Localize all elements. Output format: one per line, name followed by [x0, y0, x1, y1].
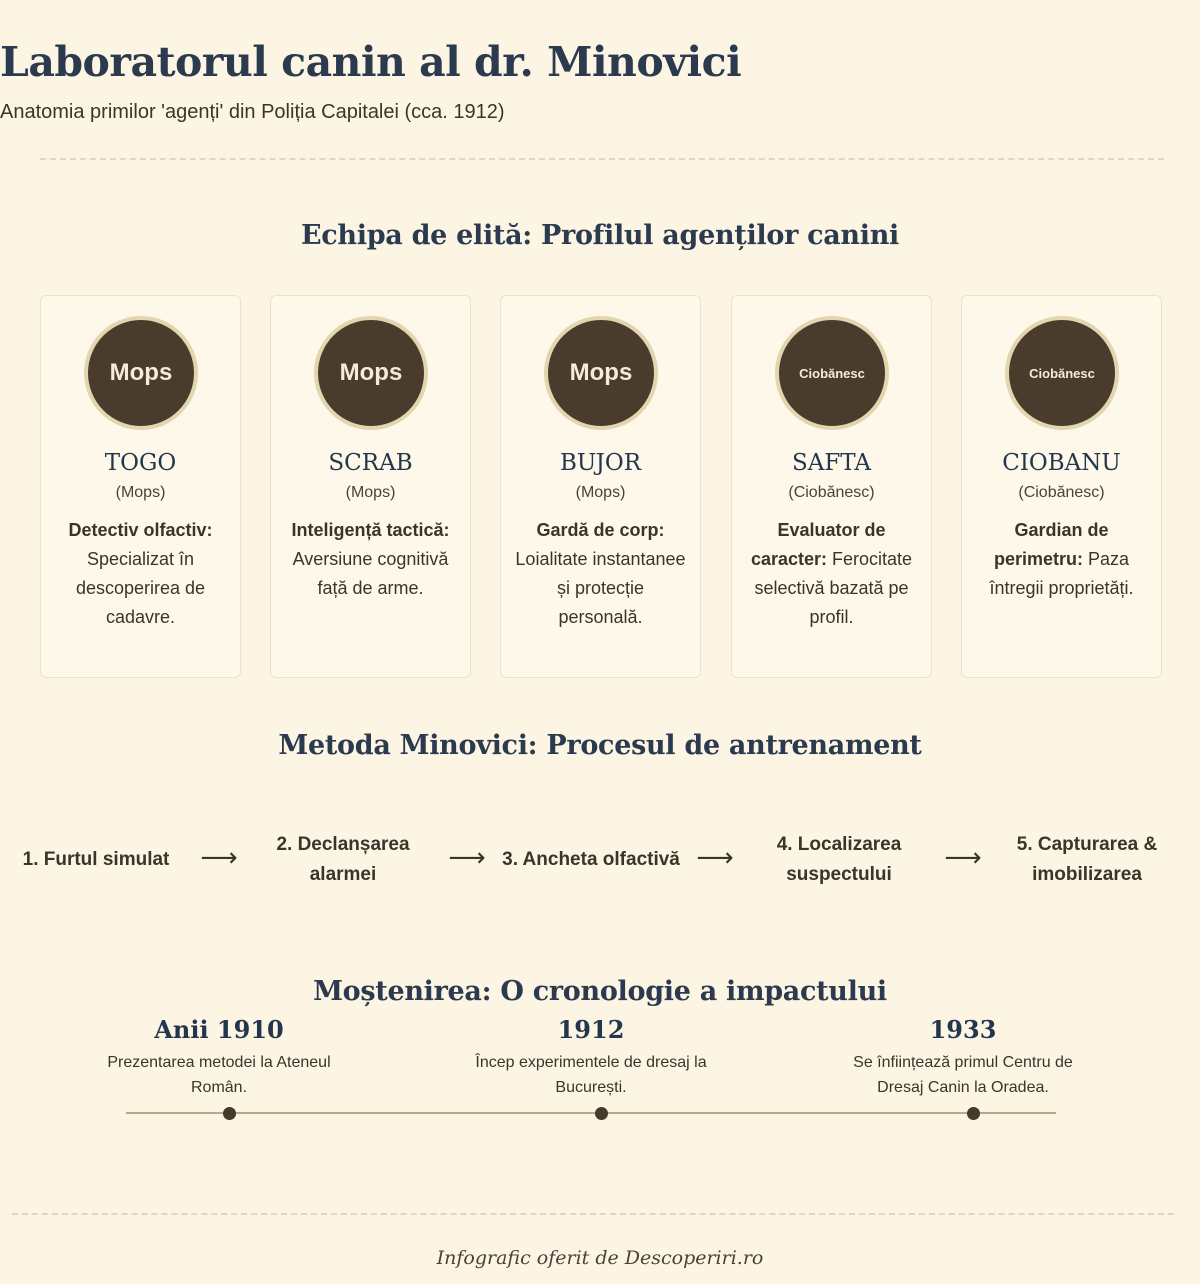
avatar-label: Ciobănesc: [799, 365, 865, 381]
agent-description: [55, 516, 226, 632]
agent-breed: (Ciobănesc): [1018, 484, 1105, 501]
timeline-description: Prezentarea metodei la Ateneul Român.: [107, 1054, 331, 1096]
agent-role-text: Loialitate instantanee și protecție personală.: [515, 549, 686, 627]
agent-name: BUJOR: [559, 450, 642, 476]
agent-role: Evaluator de caracter:: [750, 520, 886, 569]
agent-description: [746, 516, 917, 632]
timeline-event: [461, 1010, 721, 1100]
timeline-description: Se înființează primul Centru de Dresaj Canin la Oradea.: [853, 1054, 1073, 1096]
team-section-heading: Echipa de elită: Profilul agenților canini: [300, 220, 900, 251]
agent-cards: [40, 295, 1164, 678]
agent-role-text: Aversiune cognitivă față de arme.: [292, 549, 449, 598]
timeline-year: 1933: [929, 1015, 997, 1044]
agent-role: Inteligență tactică:: [291, 520, 450, 540]
dog-avatar-icon: [1005, 316, 1119, 430]
dog-avatar-icon: [544, 316, 658, 430]
timeline-event: [89, 1010, 349, 1100]
dog-avatar-icon: [775, 316, 889, 430]
agent-role: Gardă de corp:: [536, 520, 665, 540]
agent-name: CIOBANU: [1002, 450, 1121, 476]
timeline-year: Anii 1910: [154, 1015, 284, 1044]
agent-description: [285, 516, 456, 603]
legacy-timeline: [0, 1010, 1200, 1130]
arrow-right-icon: ⟶: [200, 842, 238, 872]
method-section-heading: Metoda Minovici: Procesul de antrenament: [278, 730, 922, 761]
agent-role-text: Ferocitate selectivă bazată pe profil.: [754, 549, 913, 627]
agent-name: TOGO: [104, 450, 177, 476]
process-step-1: 1. Furtul simulat: [22, 849, 170, 870]
footer-credit: Infografic oferit de Descoperiri.ro: [436, 1247, 764, 1269]
avatar-label: Mops: [569, 359, 633, 386]
page-subtitle: Anatomia primilor 'agenți' din Poliția Capitalei (cca. 1912): [0, 101, 505, 123]
avatar-label: Ciobănesc: [1029, 365, 1095, 381]
agent-role-text: Paza întregii proprietăți.: [989, 549, 1134, 598]
agent-breed: (Ciobănesc): [788, 484, 875, 501]
agent-name: SCRAB: [328, 450, 413, 476]
agent-card-ciobanu: [961, 295, 1162, 678]
dog-avatar-icon: [84, 316, 198, 430]
timeline-axis: [126, 1112, 1056, 1114]
agent-card-safta: [731, 295, 932, 678]
agent-role-text: Specializat în descoperirea de cadavre.: [75, 549, 206, 627]
agent-card-scrab: [270, 295, 471, 678]
agent-role: Detectiv olfactiv:: [68, 520, 213, 540]
process-step-3: 3. Ancheta olfactivă: [502, 849, 680, 870]
dog-avatar-icon: [314, 316, 428, 430]
process-step-5: 5. Capturarea & imobilizarea: [1016, 834, 1158, 885]
agent-breed: (Mops): [115, 484, 166, 501]
avatar-label: Mops: [109, 359, 173, 386]
arrow-right-icon: ⟶: [944, 842, 982, 872]
timeline-dot-icon: [223, 1107, 236, 1120]
timeline-description: Încep experimentele de dresaj la București.: [475, 1054, 707, 1096]
agent-description: [976, 516, 1147, 603]
arrow-right-icon: ⟶: [696, 842, 734, 872]
agent-breed: (Mops): [345, 484, 396, 501]
agent-name: SAFTA: [791, 450, 872, 476]
timeline-event: [833, 1010, 1093, 1100]
timeline-dot-icon: [967, 1107, 980, 1120]
agent-role: Gardian de perimetru:: [993, 520, 1109, 569]
timeline-dot-icon: [595, 1107, 608, 1120]
page-title: Laboratorul canin al dr. Minovici: [0, 38, 742, 86]
process-step-4: 4. Localizarea suspectului: [776, 834, 902, 885]
process-step-2: 2. Declanșarea alarmei: [276, 834, 410, 885]
timeline-year: 1912: [557, 1015, 625, 1044]
legacy-section-heading: Moștenirea: O cronologie a impactului: [313, 976, 887, 1007]
header-divider: [40, 158, 1164, 160]
arrow-right-icon: ⟶: [448, 842, 486, 872]
training-process: [0, 820, 1200, 900]
agent-breed: (Mops): [575, 484, 626, 501]
avatar-label: Mops: [339, 359, 403, 386]
agent-description: [515, 516, 686, 632]
agent-card-togo: [40, 295, 241, 678]
agent-card-bujor: [500, 295, 701, 678]
footer-divider: [12, 1213, 1174, 1215]
